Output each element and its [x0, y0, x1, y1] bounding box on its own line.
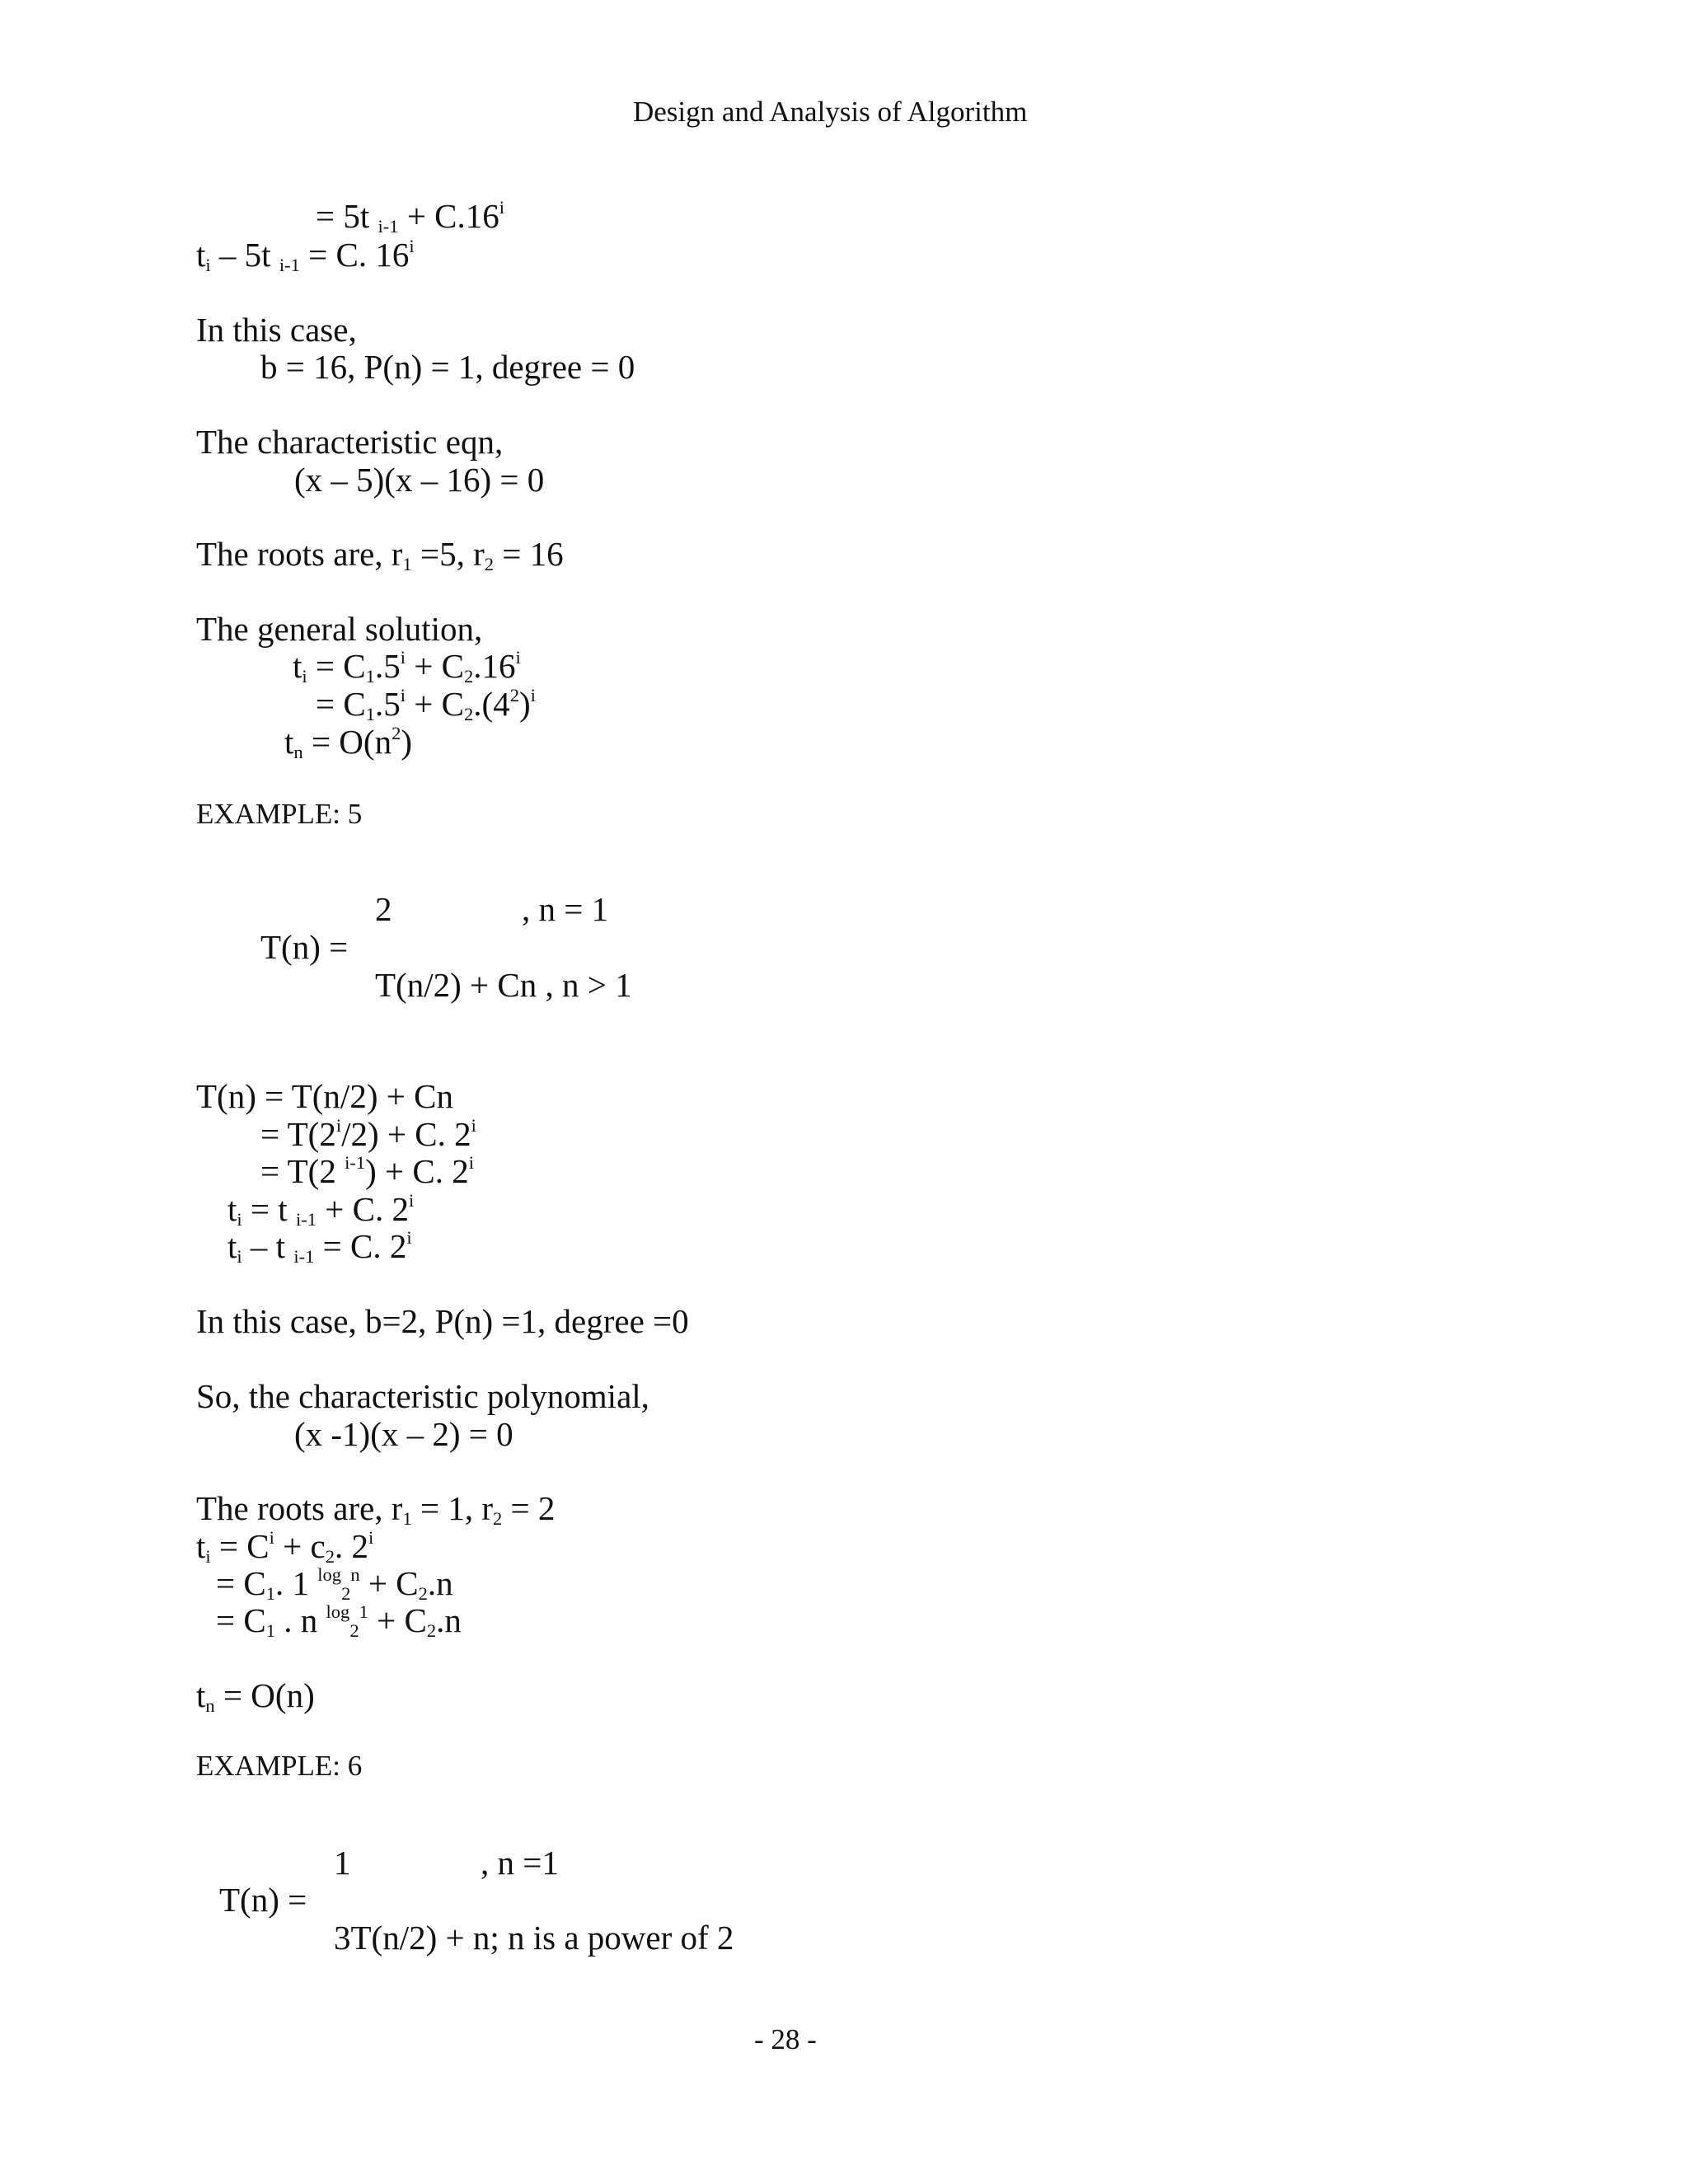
text-line: So, the characteristic polynomial,: [196, 1377, 649, 1415]
page-header: Design and Analysis of Algorithm: [633, 96, 1028, 128]
equation-line: b = 16, P(n) = 1, degree = 0: [260, 348, 635, 386]
text-line: The general solution,: [196, 610, 483, 648]
text-line: In this case,: [196, 311, 357, 349]
equation-line: $t_i = C_1.5^i + C_2.16^i$: [293, 647, 521, 687]
equation-line: $t_i = C^i + c_2$. 2$^i$: [196, 1527, 374, 1567]
equation-line: (x -1)(x – 2) = 0: [294, 1415, 513, 1453]
piecewise-lhs: T(n) =: [219, 1881, 307, 1919]
text-line: The roots are, $r_1 =5$, $r_2 = 16$: [196, 535, 564, 574]
text-line: The roots are, $r_1 = 1$, $r_2 = 2$: [196, 1489, 556, 1529]
piecewise-case: 3T(n/2) + n; n is a power of 2: [334, 1919, 734, 1957]
equation-line: = $C_1$ . n $^{log}_2^1 + C_2.n$: [216, 1601, 462, 1641]
equation-line: = $C_1$. 1 $^{log}_2^n + C_2.n$: [216, 1564, 453, 1604]
piecewise-case: 1: [334, 1844, 351, 1882]
equation-line: $t_n = O(n)$: [196, 1676, 315, 1716]
piecewise-case: 2: [375, 890, 392, 928]
piecewise-condition: , n = 1: [522, 890, 609, 928]
piecewise-case: T(n/2) + Cn , n > 1: [375, 966, 632, 1004]
equation-line: $t_i - 5t$ $_{i-1}$ = C. 16$^i$: [196, 236, 415, 275]
equation-line: $t_i = t$ $_{i-1}$ + C. 2$^i$: [227, 1190, 415, 1230]
piecewise-condition: , n =1: [481, 1844, 559, 1882]
example-label: EXAMPLE: 6: [196, 1750, 363, 1782]
page-number: - 28 -: [754, 2023, 817, 2055]
equation-line: = $T(2^i/2) + C$. 2$^i$: [260, 1115, 476, 1153]
piecewise-lhs: T(n) =: [260, 928, 349, 966]
equation-line: = 5t $_{i-1} + C.16^i$: [316, 197, 505, 237]
equation-line: $t_n = O(n^2)$: [284, 723, 413, 762]
equation-line: T(n) = T(n/2) + Cn: [196, 1077, 453, 1115]
equation-line: = T(2 $^{i-1}$) + C. 2$^i$: [260, 1152, 475, 1190]
text-line: The characteristic eqn,: [196, 423, 504, 461]
equation-line: = $C_1.5^i + C_2.(4^2)^i$: [316, 685, 536, 724]
example-label: EXAMPLE: 5: [196, 798, 363, 830]
equation-line: (x – 5)(x – 16) = 0: [294, 461, 545, 499]
text-line: In this case, b=2, P(n) =1, degree =0: [196, 1302, 689, 1340]
equation-line: $t_i$ – t $_{i-1}$ = C. 2$^i$: [227, 1227, 412, 1267]
